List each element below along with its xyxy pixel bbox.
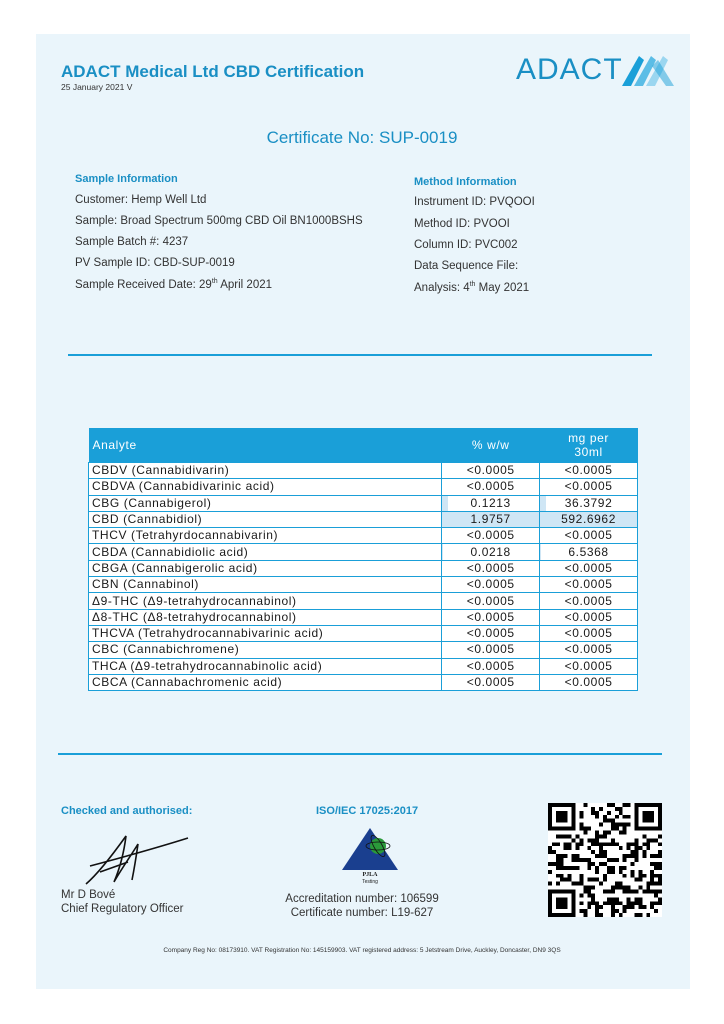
method-column: Column ID: PVC002 bbox=[414, 239, 518, 251]
analyte-mg: <0.0005 bbox=[540, 463, 638, 479]
analyte-mg: <0.0005 bbox=[540, 658, 638, 674]
document-title: ADACT Medical Ltd CBD Certification bbox=[61, 62, 365, 81]
analyte-mg: <0.0005 bbox=[540, 560, 638, 576]
pjla-logo-text: PJLA bbox=[362, 872, 378, 878]
method-instrument: Instrument ID: PVQOOI bbox=[414, 196, 535, 208]
checked-heading: Checked and authorised: bbox=[61, 805, 193, 817]
analyte-pct: <0.0005 bbox=[442, 463, 540, 479]
analyte-pct: <0.0005 bbox=[442, 609, 540, 625]
pjla-certificate-number: Certificate number: L19-627 bbox=[290, 907, 434, 919]
analyte-mg: <0.0005 bbox=[540, 528, 638, 544]
col-mg: mg per 30ml bbox=[540, 428, 638, 463]
analyte-name: CBC (Cannabichromene) bbox=[89, 642, 442, 658]
table-row bbox=[89, 511, 638, 527]
analyte-mg: <0.0005 bbox=[540, 642, 638, 658]
analyte-mg: 592.6962 bbox=[540, 511, 638, 527]
table-row bbox=[89, 495, 638, 511]
divider-bottom bbox=[58, 753, 662, 755]
analyte-pct: <0.0005 bbox=[442, 577, 540, 593]
analyte-pct: <0.0005 bbox=[442, 674, 540, 690]
sample-received-date: Sample Received Date: 29th April 2021 bbox=[75, 278, 273, 291]
sample-pv-id: PV Sample ID: CBD-SUP-0019 bbox=[75, 257, 235, 269]
analyte-name: CBGA (Cannabigerolic acid) bbox=[89, 560, 442, 576]
col-analyte: Analyte bbox=[89, 428, 442, 463]
table-row bbox=[89, 674, 638, 690]
table-row bbox=[89, 544, 638, 560]
signature-icon bbox=[80, 832, 192, 890]
col-pct: % w/w bbox=[442, 428, 540, 463]
analyte-name: THCA (Δ9-tetrahydrocannabinolic acid) bbox=[89, 658, 442, 674]
analyte-name: CBG (Cannabigerol) bbox=[89, 495, 442, 511]
analyte-pct: <0.0005 bbox=[442, 658, 540, 674]
analyte-name: CBDVA (Cannabidivarinic acid) bbox=[89, 479, 442, 495]
table-row bbox=[89, 463, 638, 479]
analyte-pct: 1.9757 bbox=[442, 511, 540, 527]
analyte-pct: <0.0005 bbox=[442, 528, 540, 544]
method-info-heading: Method Information bbox=[414, 176, 517, 188]
table-row bbox=[89, 609, 638, 625]
company-registration: Company Reg No: 08173910. VAT Registration No: 145159903. VAT registered address: 5 Jetstream Drive, Auckley, Doncaster, DN9 3QS bbox=[163, 947, 561, 954]
method-analysis-date: Analysis: 4th May 2021 bbox=[414, 281, 530, 294]
analyte-name: CBDA (Cannabidiolic acid) bbox=[89, 544, 442, 560]
adact-logo bbox=[516, 52, 676, 88]
sample-info-heading: Sample Information bbox=[75, 173, 178, 185]
analyte-pct: 0.0218 bbox=[442, 544, 540, 560]
certificate-number: Certificate No: SUP-0019 bbox=[266, 128, 458, 147]
table-row bbox=[89, 658, 638, 674]
qr-code-icon bbox=[548, 803, 662, 917]
sample-name: Sample: Broad Spectrum 500mg CBD Oil BN1000BSHS bbox=[75, 215, 363, 227]
signer-role: Chief Regulatory Officer bbox=[61, 903, 184, 915]
analyte-mg: <0.0005 bbox=[540, 479, 638, 495]
analyte-name: Δ8-THC (Δ8-tetrahydrocannabinol) bbox=[89, 609, 442, 625]
analyte-name: THCV (Tetrahyrdocannabivarin) bbox=[89, 528, 442, 544]
table-row bbox=[89, 642, 638, 658]
iso-standard: ISO/IEC 17025:2017 bbox=[316, 805, 419, 817]
analyte-name: CBN (Cannabinol) bbox=[89, 577, 442, 593]
analyte-pct: <0.0005 bbox=[442, 593, 540, 609]
analyte-mg: <0.0005 bbox=[540, 609, 638, 625]
analyte-name: CBCA (Cannabachromenic acid) bbox=[89, 674, 442, 690]
table-row bbox=[89, 625, 638, 641]
analyte-table bbox=[88, 428, 638, 691]
divider-top bbox=[68, 354, 652, 356]
analyte-pct: <0.0005 bbox=[442, 642, 540, 658]
analyte-mg: 6.5368 bbox=[540, 544, 638, 560]
analyte-mg: 36.3792 bbox=[540, 495, 638, 511]
table-row bbox=[89, 479, 638, 495]
analyte-name: THCVA (Tetrahydrocannabivarinic acid) bbox=[89, 625, 442, 641]
pjla-logo-sub: Testing bbox=[362, 879, 378, 885]
sample-customer: Customer: Hemp Well Ltd bbox=[75, 194, 207, 206]
analyte-mg: <0.0005 bbox=[540, 625, 638, 641]
pjla-logo bbox=[340, 826, 400, 888]
analyte-pct: <0.0005 bbox=[442, 625, 540, 641]
analyte-pct: <0.0005 bbox=[442, 560, 540, 576]
value-fill bbox=[540, 544, 541, 559]
table-row bbox=[89, 593, 638, 609]
sample-batch: Sample Batch #: 4237 bbox=[75, 236, 189, 248]
table-header-row bbox=[89, 428, 638, 463]
analyte-name: Δ9-THC (Δ9-tetrahydrocannabinol) bbox=[89, 593, 442, 609]
value-fill bbox=[540, 496, 546, 511]
logo-mark-icon bbox=[622, 56, 674, 86]
analyte-name: CBDV (Cannabidivarin) bbox=[89, 463, 442, 479]
analyte-mg: <0.0005 bbox=[540, 577, 638, 593]
method-id: Method ID: PVOOI bbox=[414, 218, 510, 230]
analyte-pct: <0.0005 bbox=[442, 479, 540, 495]
analyte-name: CBD (Cannabidiol) bbox=[89, 511, 442, 527]
analyte-mg: <0.0005 bbox=[540, 593, 638, 609]
pjla-triangle-icon bbox=[340, 826, 400, 872]
analyte-mg: <0.0005 bbox=[540, 674, 638, 690]
accreditation-number: Accreditation number: 106599 bbox=[285, 893, 439, 905]
logo-text: ADACT bbox=[516, 53, 623, 86]
table-row bbox=[89, 528, 638, 544]
analyte-pct: 0.1213 bbox=[442, 495, 540, 511]
table-row bbox=[89, 560, 638, 576]
method-sequence: Data Sequence File: bbox=[414, 260, 519, 272]
table-row bbox=[89, 577, 638, 593]
value-fill bbox=[442, 544, 443, 559]
value-fill bbox=[442, 496, 448, 511]
signer-name: Mr D Bové bbox=[61, 889, 116, 901]
document-date: 25 January 2021 V bbox=[61, 82, 133, 92]
